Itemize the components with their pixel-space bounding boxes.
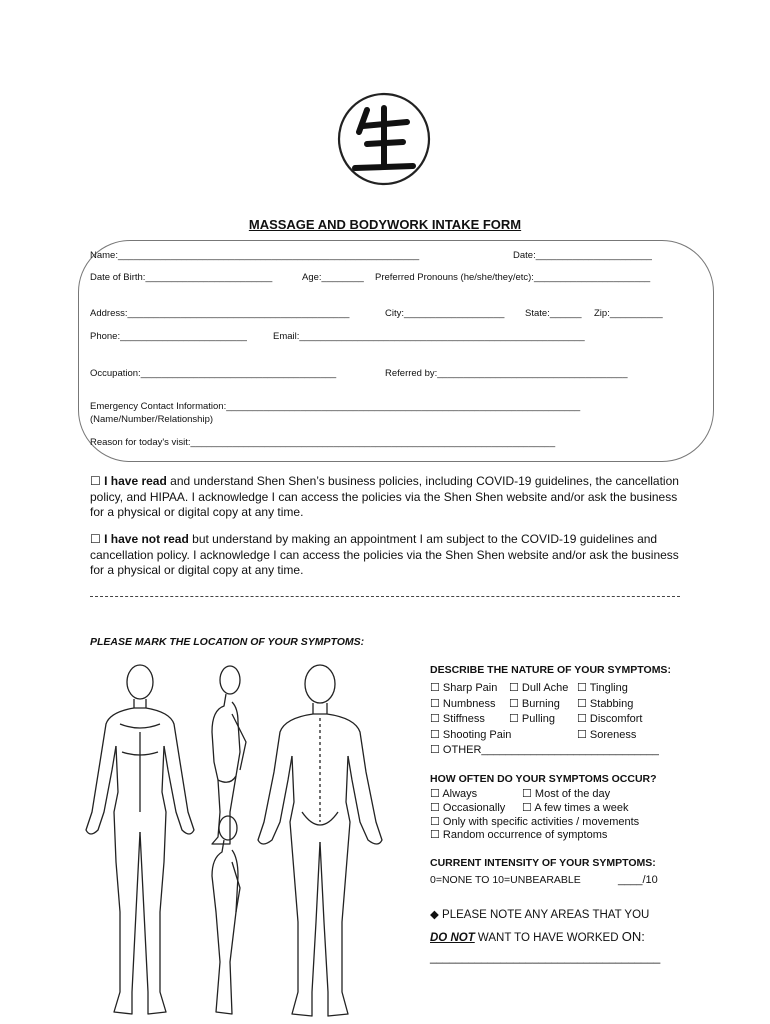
checkbox-icon[interactable]: ☐ (577, 682, 590, 694)
opt-dull-ache[interactable]: ☐ Dull Ache (509, 682, 569, 694)
date-field[interactable]: Date:______________________ (513, 250, 652, 261)
checkbox-icon[interactable]: ☐ (577, 713, 590, 725)
front-figure (86, 665, 194, 1014)
consent-notread-text: but understand by making an appointment I am subject to the COVID-19 guidelines and cancellation policy. I acknowledge I can access the policies via the Shen Shen website and/or ask the business for a physical or digital copy at any time. (90, 532, 679, 577)
opt-tingling[interactable]: ☐ Tingling (577, 682, 628, 694)
consent-read-text: and understand Shen Shen’s business policies, including COVID-19 guidelines, the cancellation policy, and HIPAA. I acknowledge I can access the policies via the Shen Shen website and/or ask the business for a physical or digital copy at any time. (90, 474, 679, 519)
opt-stiffness[interactable]: ☐ Stiffness (430, 713, 485, 725)
intensity-input[interactable]: ____/10 (618, 874, 658, 886)
checkbox-icon[interactable]: ☐ (430, 829, 443, 841)
intensity-scale: 0=NONE TO 10=UNBEARABLE (430, 874, 581, 886)
opt-always[interactable]: ☐ Always (430, 788, 478, 800)
name-field[interactable]: Name:_________________________________________________________ (90, 250, 420, 261)
dob-field[interactable]: Date of Birth:________________________ (90, 272, 273, 283)
zip-field[interactable]: Zip:__________ (594, 308, 663, 319)
body-diagram[interactable] (80, 662, 390, 1022)
checkbox-icon[interactable]: ☐ (90, 532, 101, 546)
referred-field[interactable]: Referred by:____________________________________ (385, 368, 628, 379)
occupation-field[interactable]: Occupation:_____________________________________ (90, 368, 337, 379)
consent-not-read (90, 532, 685, 579)
checkbox-icon[interactable]: ☐ (430, 698, 443, 710)
pronouns-field[interactable]: Preferred Pronouns (he/she/they/etc):______________________ (375, 272, 651, 283)
opt-specific-activities[interactable]: ☐ Only with specific activities / movements (430, 816, 640, 828)
opt-numbness[interactable]: ☐ Numbness (430, 698, 496, 710)
checkbox-icon[interactable]: ☐ (430, 713, 443, 725)
opt-few-times-week[interactable]: ☐ A few times a week (522, 802, 629, 814)
nature-heading: DESCRIBE THE NATURE OF YOUR SYMPTOMS: (430, 664, 671, 676)
often-heading: HOW OFTEN DO YOUR SYMPTOMS OCCUR? (430, 773, 657, 785)
note-areas-input[interactable]: ____________________________________ (430, 952, 661, 964)
logo-seal (337, 92, 431, 186)
opt-pulling[interactable]: ☐ Pulling (509, 713, 555, 725)
emergency-subtitle: (Name/Number/Relationship) (90, 414, 214, 425)
do-not-text: DO NOT (430, 932, 475, 944)
opt-stabbing[interactable]: ☐ Stabbing (577, 698, 634, 710)
checkbox-icon[interactable]: ☐ (509, 698, 522, 710)
checkbox-icon[interactable]: ☐ (430, 788, 443, 800)
diamond-bullet-icon: ◆ (430, 909, 443, 921)
opt-other[interactable]: ☐ OTHER_____________________________ (430, 744, 659, 756)
side-figure (212, 666, 246, 844)
opt-shooting-pain[interactable]: ☐ Shooting Pain (430, 729, 512, 741)
checkbox-icon[interactable]: ☐ (509, 682, 522, 694)
consent-read-bold: I have read (104, 474, 167, 488)
opt-burning[interactable]: ☐ Burning (509, 698, 560, 710)
state-field[interactable]: State:______ (525, 308, 582, 319)
form-title: MASSAGE AND BODYWORK INTAKE FORM (248, 217, 522, 232)
checkbox-icon[interactable]: ☐ (430, 682, 443, 694)
opt-occasionally[interactable]: ☐ Occasionally (430, 802, 506, 814)
back-figure (258, 665, 382, 1016)
address-field[interactable]: Address:__________________________________________ (90, 308, 350, 319)
checkbox-icon[interactable]: ☐ (430, 816, 443, 828)
reason-field[interactable]: Reason for today's visit:_____________________________________________________________________ (90, 437, 556, 448)
checkbox-icon[interactable]: ☐ (522, 788, 535, 800)
checkbox-icon[interactable]: ☐ (577, 698, 590, 710)
checkbox-icon[interactable]: ☐ (90, 474, 101, 488)
phone-field[interactable]: Phone:________________________ (90, 331, 247, 342)
opt-discomfort[interactable]: ☐ Discomfort (577, 713, 643, 725)
opt-sharp-pain[interactable]: ☐ Sharp Pain (430, 682, 498, 694)
opt-most-of-day[interactable]: ☐ Most of the day (522, 788, 611, 800)
email-field[interactable]: Email:______________________________________________________ (273, 331, 585, 342)
checkbox-icon[interactable]: ☐ (430, 744, 443, 756)
checkbox-icon[interactable]: ☐ (577, 729, 590, 741)
opt-random[interactable]: ☐ Random occurrence of symptoms (430, 829, 608, 841)
side-figure-lower (212, 816, 240, 1014)
note-line1: ◆ PLEASE NOTE ANY AREAS THAT YOU (430, 909, 650, 921)
age-field[interactable]: Age:________ (302, 272, 364, 283)
checkbox-icon[interactable]: ☐ (430, 729, 443, 741)
emergency-field[interactable]: Emergency Contact Information:___________________________________________________________________ (90, 401, 581, 412)
divider (90, 596, 680, 597)
opt-soreness[interactable]: ☐ Soreness (577, 729, 637, 741)
city-field[interactable]: City:___________________ (385, 308, 505, 319)
intensity-heading: CURRENT INTENSITY OF YOUR SYMPTOMS: (430, 857, 656, 869)
consent-read (90, 474, 685, 521)
checkbox-icon[interactable]: ☐ (430, 802, 443, 814)
checkbox-icon[interactable]: ☐ (509, 713, 522, 725)
consent-notread-bold: I have not read (104, 532, 189, 546)
symptoms-location-heading: PLEASE MARK THE LOCATION OF YOUR SYMPTOMS: (90, 636, 365, 648)
note-line2: DO NOT WANT TO HAVE WORKED ON: (430, 929, 645, 944)
checkbox-icon[interactable]: ☐ (522, 802, 535, 814)
